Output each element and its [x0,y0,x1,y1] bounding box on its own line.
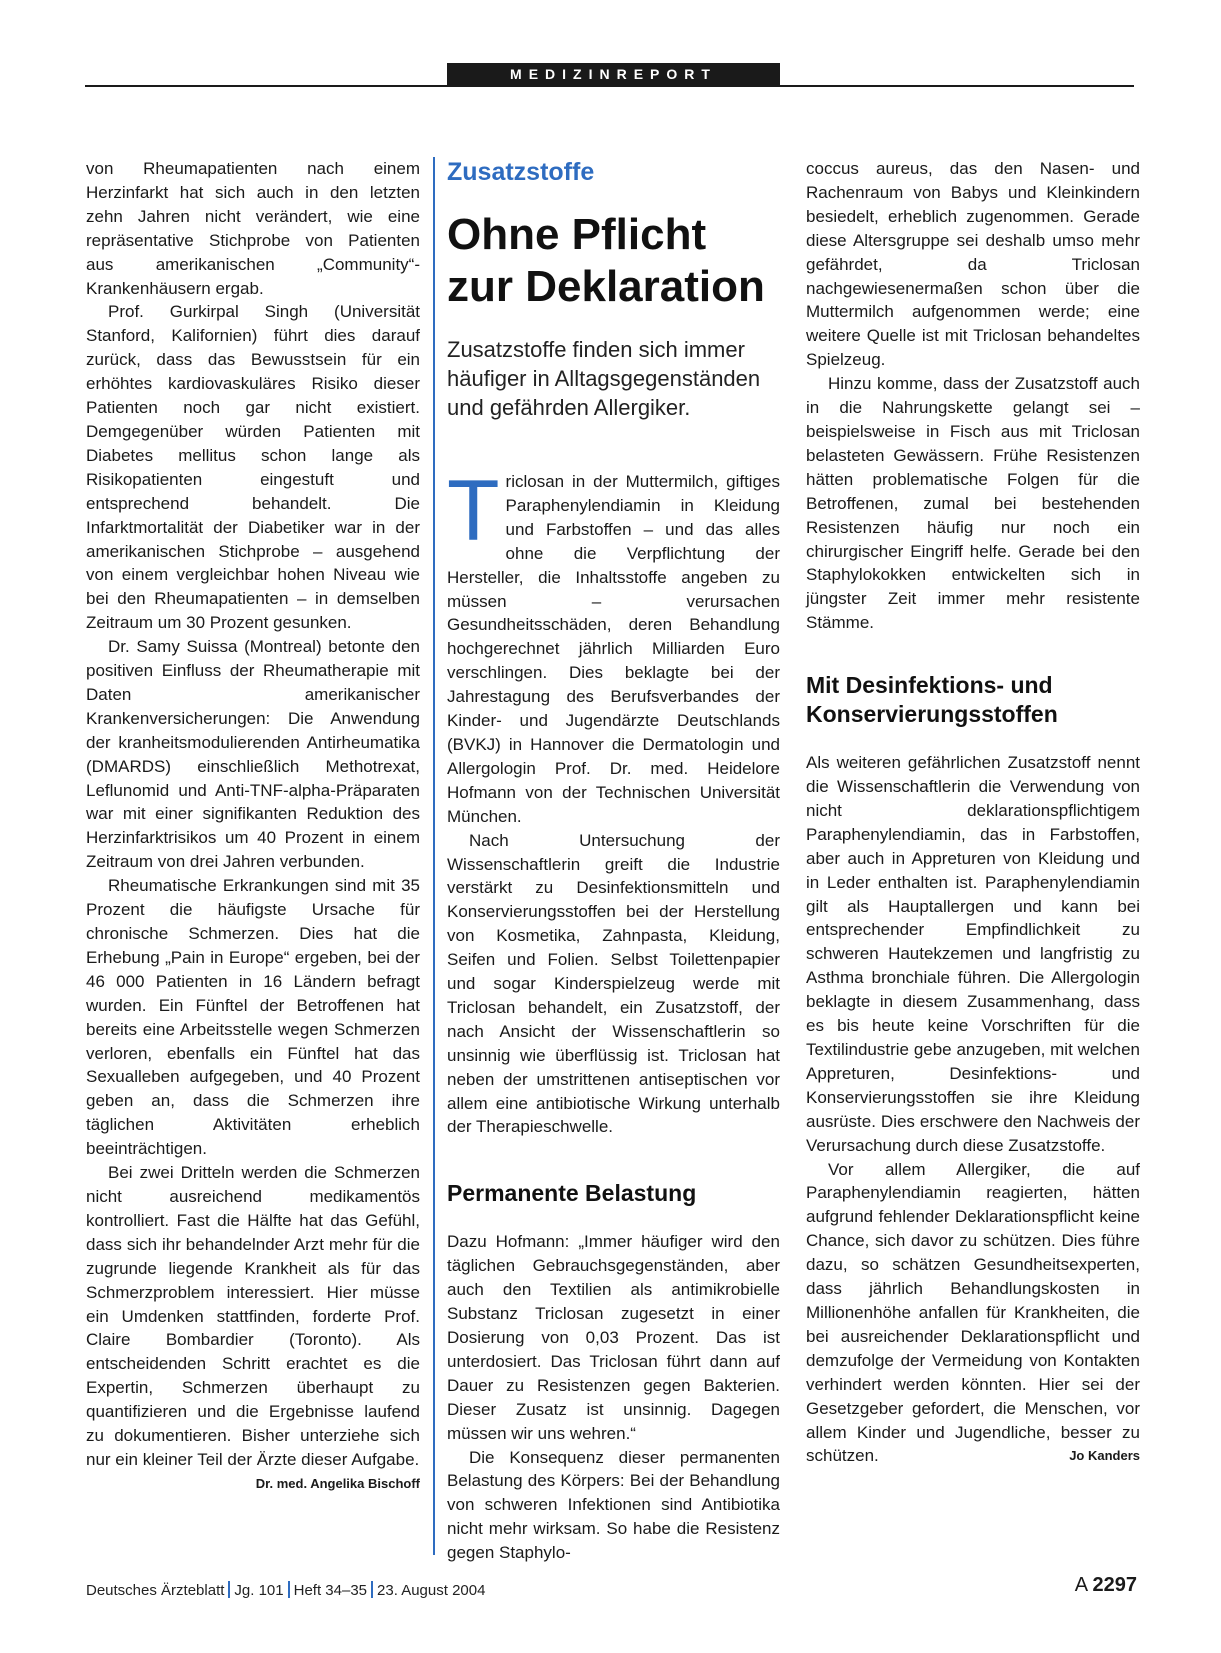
paragraph: Als weiteren gefährlichen Zusatzstoff nennt die Wissenschaftlerin die Verwendung von nicht deklarationspflichtigem Paraphenylendiamin, das in Farbstoffen, aber auch in Appreturen von Kleidung und in Leder enthalten ist. Paraphenylendiamin gilt als Hauptallergen und kann bei entsprechender Empfindlichkeit zu schweren Hautekzemen und langfristig zu Asthma bronchiale führen. Die Allergologin beklagte in diesem Zusammenhang, dass es bis heute keine Vorschriften für die Textilindustrie gebe anzugeben, mit welchen Appreturen, Desinfektions- und Konservierungsstoffen sie ihre Kleidung ausrüste. Dies erschwere den Nachweis der Verursachung durch diese Zusatzstoffe. [806,753,1140,1155]
page-prefix: A [1074,1574,1087,1596]
article-lead: Zusatzstoffe finden sich immer häufiger in Alltagsgegenständen und gefährden Allergiker. [447,337,761,420]
journal-name: Deutsches Ärzteblatt [86,1582,225,1599]
subheading: Mit Desinfektions- und Konservierungsstoffen [806,672,1058,728]
page-number [1075,1574,1137,1597]
paragraph-text: riclosan in der Muttermilch, giftiges Paraphenylendiamin in Kleidung und Farbstoffen – und das alles ohne die Verpflichtung der Hersteller, die Inhaltsstoffe angeben zu müssen – verursachen Gesundheitsschäden, deren Behandlung hochgerechnet jährlich Milliarden Euro verschlingen. Dies beklagte bei der Jahrestagung des Berufsverbandes der Kinder- und Jugendärzte Deutschlands (BVKJ) in Hannover die Dermatologin und Allergologin Prof. Dr. med. Heidelore Hofmann von der Technischen Universität München. [447,472,780,826]
paragraph: Rheumatische Erkrankungen sind mit 35 Prozent die häufigste Ursache für chronische Schmerzen. Dies hat die Erhebung „Pain in Europe“ ergeben, bei der 46 000 Patienten in 16 Ländern befragt wurden. Ein Fünftel der Betroffenen hat bereits eine Arbeitsstelle wegen Schmerzen verloren, ebenfalls ein Fünftel hat das Sexualleben aufgegeben, und 40 Prozent geben an, dass die Schmerzen ihre täglichen Aktivitäten erheblich beeinträchtigen. [86,876,420,1159]
paragraph: Dr. Samy Suissa (Montreal) betonte den positiven Einfluss der Rheumatherapie mit Daten amerikanischer Krankenversicherungen: Die Anwendung der kranheitsmodulierenden Antirheumatika (DMARDS) einschließlich Methotrexat, Leflunomid und Anti-TNF-alpha-Präparaten war mit einer signifikanten Reduktion des Herzinfarktrisikos um 40 Prozent in einem Zeitraum von drei Jahren verbunden. [86,637,420,872]
journal-date: 23. August 2004 [377,1582,486,1599]
journal-volume: Jg. 101 [234,1582,284,1599]
column-2 [447,157,780,1565]
paragraph: Prof. Gurkirpal Singh (Universität Stanford, Kalifornien) führt dies darauf zurück, dass das Bewusstsein für ein erhöhtes kardiovaskuläres Risiko dieser Patienten noch gar nicht existiert. Demgegenüber würden Patienten mit Diabetes mellitus schon lange als Risikopatienten eingestuft und entsprechend behandelt. Die Infarktmortalität der Diabetiker war in der amerikanischen Stichprobe – ausgehend von einem vergleichbar hohen Niveau wie bei den Rheumapatienten – in demselben Zeitraum um 30 Prozent gesunken. [86,302,420,633]
header-rule [85,85,1134,87]
paragraph: Dazu Hofmann: „Immer häufiger wird den täglichen Gebrauchsgegenständen, aber auch den Textilien als antimikrobielle Substanz Triclosan zugesetzt in einer Dosierung von 0,03 Prozent. Das ist unterdosiert. Das Triclosan führt dann auf Dauer zu Resistenzen gegen Bakterien. Dieser Zusatz ist unsinnig. Dagegen müssen wir uns wehren.“ [447,1232,780,1443]
footer-separator [288,1581,290,1598]
paragraph-last [806,1158,1140,1469]
paragraph: Hinzu komme, dass der Zusatzstoff auch in die Nahrungskette gelangt sei – beispielsweise in Fisch aus mit Triclosan belasteten Gewässern. Frühe Resistenzen hätten problematische Folgen für die Betroffenen, zumal bei bestehenden Resistenzen häufig nur noch ein chirurgischer Eingriff helfe. Gerade bei den Staphylokokken entwickelten sich in jüngster Zeit immer mehr resistente Stämme. [806,374,1140,633]
page-number-value: 2297 [1092,1574,1137,1596]
paragraph: coccus aureus, das den Nasen- und Rachenraum von Babys und Kleinkindern besiedelt, erheblich zugenommen. Gerade diese Altersgruppe sei deshalb umso mehr gefährdet, da Triclosan nachgewiesenermaßen schon über die Muttermilch aufgenommen werde; eine weitere Quelle ist mit Triclosan behandeltes Spielzeug. [806,159,1140,370]
author-byline: Dr. med. Angelika Bischoff [255,1475,420,1491]
column-1 [86,157,420,1557]
paragraph [447,463,780,829]
column-3 [806,157,1140,1468]
footer-separator [228,1581,230,1598]
author-byline: Jo Kanders [1069,1448,1140,1464]
paragraph: Die Konsequenz dieser permanenten Belastung des Körpers: Bei der Behandlung von schweren Infektionen sind Antibiotika nicht mehr wirksam. So habe die Resistenz gegen Staphylo- [447,1447,780,1563]
paragraph-last [86,1161,420,1491]
section-label: MEDIZINREPORT [447,63,780,85]
drop-cap: T [447,463,500,559]
paragraph-text: Bei zwei Dritteln werden die Schmerzen nicht ausreichend medikamentös kontrolliert. Fast die Hälfte hat das Gefühl, dass sich ihr behandelnder Arzt mehr für die zugrunde liegende Krankheit als für das Schmerzproblem interessiert. Hier müsse ein Umdenken stattfinden, forderte Prof. Claire Bombardier (Toronto). Als entscheidenden Schritt erachtet es die Expertin, Schmerzen überhaupt zu quantifizieren und die Ergebnisse laufend zu dokumentieren. Bisher unterziehe sich nur ein kleiner Teil der Ärzte dieser Aufgabe. [86,1163,420,1469]
journal-issue: Heft 34–35 [293,1582,368,1599]
paragraph-text: Vor allem Allergiker, die auf Paraphenylendiamin reagierten, hätten aufgrund fehlender Deklarationspflicht keine Chance, sich davor zu schützen. Dies führe dazu, so schätzen Gesundheitsexperten, dass jährlich Behandlungskosten in Millionenhöhe anfallen für Krankheiten, die bei ausreichender Deklarationspflicht und demzufolge der Vermeidung von Kontakten verhindert werden könnten. Hier sei der Gesetzgeber gefordert, die Menschen, vor allem Kinder und Jugendliche, besser zu schützen. [806,1159,1140,1466]
paragraph: von Rheumapatienten nach einem Herzinfarkt hat sich auch in den letzten zehn Jahren nicht verändert, wie eine repräsentative Stichprobe von Patienten aus amerikanischen „Community“-Krankenhäusern ergab. [86,159,420,298]
column-divider [433,157,435,1555]
article-kicker: Zusatzstoffe [447,158,595,186]
subheading: Permanente Belastung [447,1180,697,1207]
footer-separator [371,1581,373,1598]
footer [86,1581,485,1599]
article-headline: Ohne Pflicht zur Deklaration [447,210,765,311]
paragraph: Nach Untersuchung der Wissenschaftlerin greift die Industrie verstärkt zu Desinfektionsmitteln und Konservierungsstoffen bei der Herstellung von Kosmetika, Zahnpasta, Kleidung, Seifen und Folien. Selbst Toilettenpapier und sogar Kinderspielzeug werde mit Triclosan behandelt, ein Zusatzstoff, der nach Ansicht der Wissenschaftlerin so unsinnig wie überflüssig ist. Triclosan hat neben der umstrittenen antiseptischen vor allem eine antibiotische Wirkung unterhalb der Therapieschwelle. [447,830,780,1137]
